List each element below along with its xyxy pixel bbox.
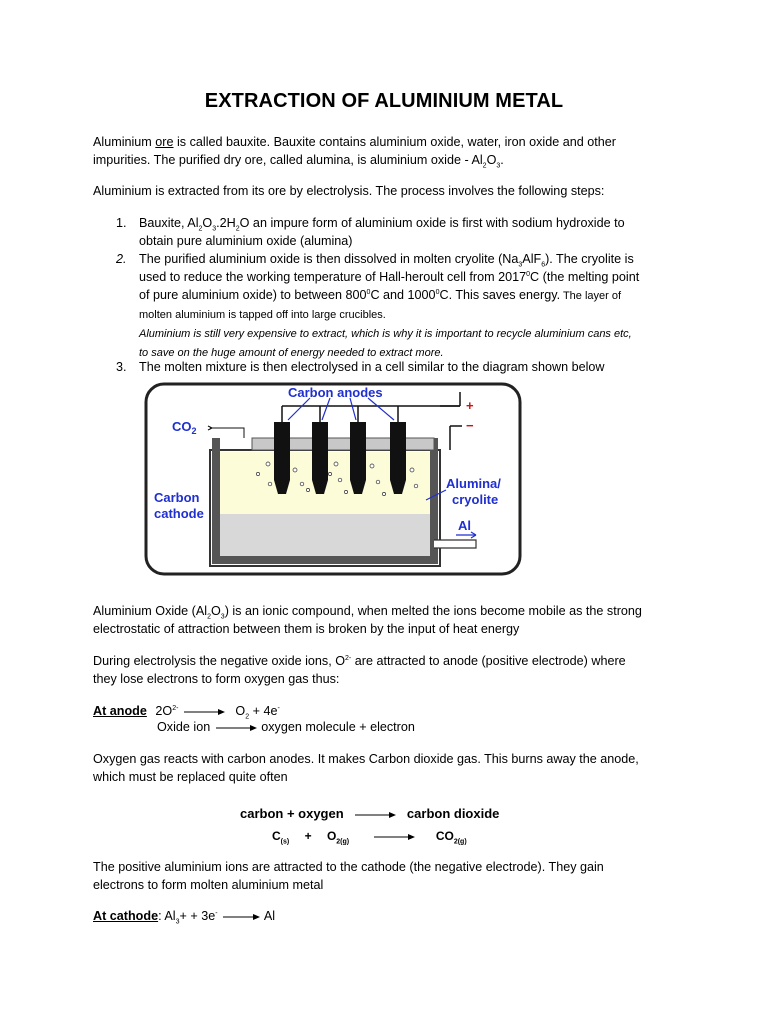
carbon-word-equation: carbon + oxygen carbon dioxide: [240, 806, 500, 821]
word-eq-arrow-icon: [353, 811, 397, 819]
label-alumina: Alumina/: [446, 476, 501, 491]
step-2-number: 2.: [116, 252, 127, 266]
anode-1: [274, 422, 290, 494]
cathode-equation: At cathode: $Al_3+ + 3e^-$ Al: [93, 909, 276, 926]
al-tap-pipe: [434, 540, 476, 548]
anode-4: [390, 422, 406, 494]
step-1-text: Bauxite, $Al_2O_3.2H_2O$ an impure form of aluminium oxide is first with sodium hydroxide to obtain pure aluminium oxide (alumina): [139, 216, 625, 248]
anode-label: At anode: [93, 704, 147, 718]
electrolysis-cell-diagram: [140, 380, 530, 580]
label-plus: +: [466, 398, 474, 413]
label-cathode: cathode: [154, 506, 204, 521]
label-minus: −: [466, 418, 474, 433]
label-carbon: Carbon: [154, 490, 200, 505]
anode-arrow-icon: [182, 708, 226, 716]
cathode-arrow-icon: [221, 913, 261, 921]
label-al: Al: [458, 518, 471, 533]
anode-word-arrow-icon: [214, 724, 258, 732]
step-2-text: The purified aluminium oxide is then dissolved in molten cryolite $(Na_3AlF_6)$. The cryolite is used to reduce the working temperature of Hall-heroult cell from 2017$^0$C (the melting point of pure aluminium oxide) to between $800^0C$ and 1000$^0$C. This saves energy. The layer of molten aluminium is tapped off into large crucibles. Aluminium is still very expensive to extract, which is why it is important to recycle aluminium cans etc, to save on the huge amount of energy needed to extract more.: [139, 252, 640, 359]
process-intro: Aluminium is extracted from its ore by electrolysis. The process involves the following steps:: [93, 184, 605, 198]
ionic-paragraph: Aluminium Oxide $(Al_2O_3)$ is an ionic compound, when melted the ions become mobile as the strong electrostatic of attraction between them is broken by the input of heat energy: [93, 604, 642, 636]
anode-3: [350, 422, 366, 494]
step-3-number: 3.: [116, 360, 127, 374]
carbon-symbol-equation: $C_{(s)} + O_{2(g)}$ $CO_{2(g)}$: [272, 829, 467, 846]
cathode-label: At cathode: [93, 909, 159, 923]
label-co2: $CO_2$: [172, 419, 197, 436]
intro-paragraph: Aluminium ore is called bauxite. Bauxite contains aluminium oxide, water, iron oxide and other impurities. The purified dry ore, called alumina, is aluminium oxide - $Al_2O_3$.: [93, 135, 616, 170]
step-3-text: The molten mixture is then electrolysed in a cell similar to the diagram shown below: [139, 360, 605, 374]
symbol-eq-arrow-icon: [372, 833, 416, 841]
electrolysis-paragraph: During electrolysis the negative oxide ions, $O^{2-}$ are attracted to anode (positive electrode) where they lose electrons to form oxygen gas thus:: [93, 654, 626, 686]
label-cryolite: cryolite: [452, 492, 499, 507]
anode-equation: At anode $2O^{2-}$ $O_2 + 4e^-$: [93, 704, 280, 721]
label-carbon-anodes: Carbon anodes: [288, 385, 383, 400]
anode-2: [312, 422, 328, 494]
ore-word: ore: [155, 135, 174, 149]
anode-word-equation: Oxide ion oxygen molecule + electron: [157, 720, 415, 734]
carbon-paragraph: Oxygen gas reacts with carbon anodes. It makes Carbon dioxide gas. This burns away the anode, which must be replaced quite often: [93, 752, 639, 784]
cathode-paragraph: The positive aluminium ions are attracted to the cathode (the negative electrode). They gain electrons to form molten aluminium metal: [93, 860, 604, 892]
molten-aluminium-layer: [220, 514, 430, 556]
page-title: EXTRACTION OF ALUMINIUM METAL: [204, 90, 564, 112]
step-1-number: 1.: [116, 216, 127, 230]
